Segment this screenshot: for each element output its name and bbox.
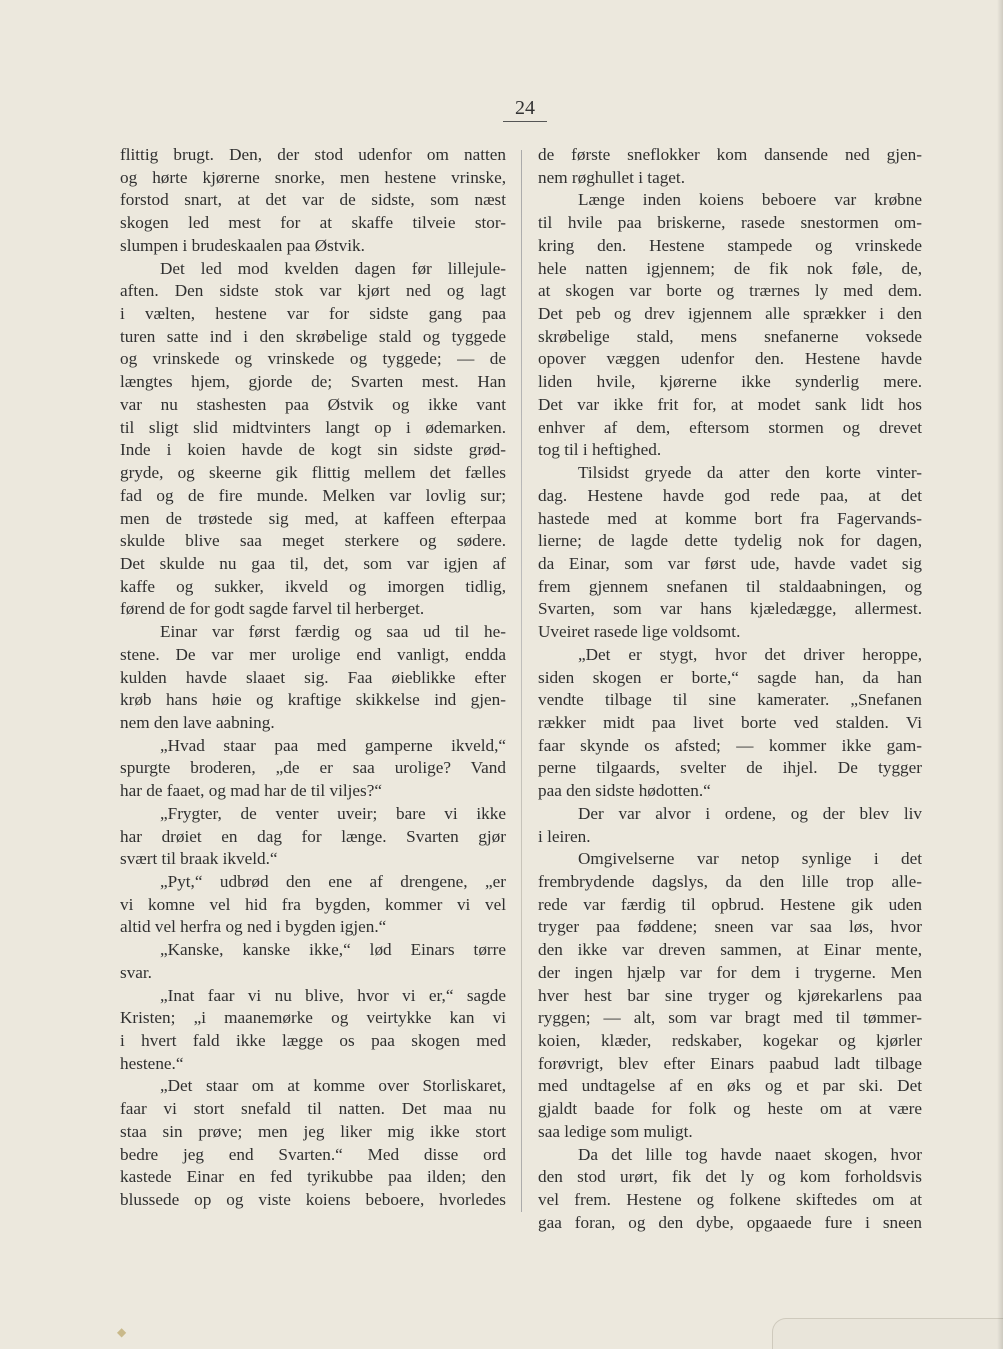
text-line: „Det er stygt, hvor det driver heroppe,	[578, 644, 922, 664]
text-line: svar.	[120, 962, 152, 982]
page-number: 24	[515, 97, 535, 119]
paragraph	[538, 189, 922, 462]
paragraph	[538, 848, 922, 1143]
left-text-column	[120, 144, 506, 1212]
text-line: har drøiet en dag for længe. Svarten gjør	[120, 826, 506, 846]
paragraph	[538, 462, 922, 644]
text-line: flittig brugt. Den, der stod udenfor om natten	[120, 145, 506, 164]
text-line: og hørte kjørerne snorke, men hestene vrinske,	[120, 167, 506, 187]
text-line: vel frem. Hestene og folkene skiftedes om at	[538, 1190, 922, 1210]
text-line: aften. Den sidste stok var kjørt ned og lagt	[120, 281, 506, 301]
text-line: forøvrigt, blev efter Einars paabud ladt tilbage	[538, 1053, 922, 1073]
page-corner-fold	[772, 1318, 1003, 1349]
text-line: „Kanske, kanske ikke,“ lød Einars tørre	[160, 940, 506, 960]
text-line: tryger paa føddene; sneen var saa løs, hvor	[538, 917, 922, 937]
text-line: der ingen hjælp var for dem i trygerne. Men	[538, 962, 922, 982]
text-line: den stod urørt, fik det ly og kom forholdsvis	[538, 1167, 922, 1187]
text-line: vi komne vel hid fra bygden, kommer vi vel	[120, 894, 506, 914]
text-line: svært til braak ikveld.“	[120, 849, 278, 869]
text-line: hele natten igjennem; de fik nok føle, de,	[538, 258, 922, 278]
text-line: saa ledige som muligt.	[538, 1121, 693, 1141]
text-line: stene. De var mer urolige end vanligt, endda	[120, 644, 506, 664]
text-line: men de trøstede sig med, at kaffeen efterpaa	[120, 508, 506, 528]
text-line: Længe inden koiens beboere var krøbne	[578, 190, 922, 210]
text-line: med undtagelse af en øks og et par ski. Det	[538, 1076, 922, 1096]
text-line: spurgte broderen, „de er saa urolige? Vand	[120, 758, 506, 778]
text-line: siden skogen er borte,“ sagde han, da han	[538, 667, 922, 687]
text-line: ryggen; — alt, som var bragt med til tømmer-	[538, 1008, 922, 1028]
text-line: Det led mod kvelden dagen før lillejule-	[160, 258, 506, 278]
text-line: kaffe og sukker, ikveld og imorgen tidlig,	[120, 576, 506, 596]
text-line: førend de for godt sagde farvel til herberget.	[120, 599, 425, 619]
text-line: at skogen var borte og trærnes ly med dem.	[538, 281, 922, 301]
text-line: Det var ikke frit for, at modet sank lidt hos	[538, 394, 922, 414]
text-line: nem røghullet i taget.	[538, 167, 686, 187]
text-line: var nu stashesten paa Østvik og ikke vant	[120, 394, 506, 414]
text-line: lierne; de lagde dette tydelig nok for dagen,	[538, 531, 922, 551]
text-line: rækker midt paa livet borte ved stalden. Vi	[538, 712, 922, 732]
text-line: hestene.“	[120, 1053, 184, 1073]
text-line: Tilsidst gryede da atter den korte vinter-	[578, 463, 922, 483]
text-line: „Det staar om at komme over Storliskaret,	[160, 1076, 506, 1096]
right-text-column	[538, 144, 922, 1235]
text-line: perne tilgaards, svelter de ihjel. De tygger	[538, 758, 922, 778]
text-line: Da det lille tog havde naaet skogen, hvor	[578, 1144, 922, 1164]
paragraph	[538, 144, 922, 189]
paragraph	[538, 644, 922, 803]
text-line: længtes hjem, gjorde de; Svarten mest. Han	[120, 372, 506, 392]
text-line: faar vi stort snefald til natten. Det maa nu	[120, 1099, 506, 1119]
paragraph	[120, 144, 506, 258]
text-line: forstod snart, at det var de sidste, som næst	[120, 190, 506, 210]
text-line: den ikke var dreven sammen, at Einar mente,	[538, 940, 922, 960]
text-line: bedre jeg end Svarten.“ Med disse ord	[120, 1144, 506, 1164]
paragraph	[120, 803, 506, 871]
text-line: gaa foran, og den dybe, opgaaede fure i sneen	[538, 1212, 922, 1232]
text-line: skrøbelige stald, mens snefanerne voksede	[538, 326, 922, 346]
column-divider	[521, 150, 522, 1212]
text-line: krøb hans høie og kraftige skikkelse ind gjen-	[120, 690, 506, 710]
paragraph	[120, 735, 506, 803]
text-line: altid vel herfra og ned i bygden igjen.“	[120, 917, 387, 937]
text-line: paa den sidste hødotten.“	[538, 781, 711, 801]
text-line: opover væggen udenfor den. Hestene havde	[538, 349, 922, 369]
text-line: Kristen; „i maanemørke og veirtykke kan vi	[120, 1008, 506, 1028]
text-line: og vrinskede og vrinskede og tyggede; — de	[120, 349, 506, 369]
paragraph	[538, 1144, 922, 1235]
paragraph	[120, 939, 506, 984]
text-line: hastede med at komme bort fra Fagervands-	[538, 508, 922, 528]
text-line: kastede Einar en fed tyrikubbe paa ilden; den	[120, 1167, 506, 1187]
text-line: „Hvad staar paa med gamperne ikveld,“	[160, 735, 506, 755]
text-line: i leiren.	[538, 826, 591, 846]
page-edge-shadow	[997, 0, 1003, 1349]
paragraph	[120, 1075, 506, 1211]
text-line: frembrydende dagslys, da den lille trop alle-	[538, 872, 922, 891]
text-line: blussede op og viste koiens beboere, hvorledes	[120, 1190, 506, 1210]
paragraph	[538, 803, 922, 848]
text-line: „Frygter, de venter uveir; bare vi ikke	[160, 803, 506, 823]
paragraph	[120, 621, 506, 735]
paragraph	[120, 985, 506, 1076]
text-line: da Einar, som var først ude, havde vadet sig	[538, 553, 922, 573]
text-line: turen satte ind i den skrøbelige stald og tyggede	[120, 326, 506, 346]
text-line: Uveiret rasede lige voldsomt.	[538, 622, 741, 642]
text-line: staa sin prøve; men jeg liker mig ikke stort	[120, 1121, 506, 1141]
text-line: gjaldt baade for folk og heste om at være	[538, 1099, 922, 1119]
text-line: skulde blive saa meget sterkere og sødere.	[120, 531, 506, 551]
text-line: koien, klæder, redskaber, kogekar og kjørler	[538, 1031, 922, 1051]
text-line: Det peb og drev igjennem alle sprækker i den	[538, 304, 922, 324]
text-line: Inde i koien havde de kogt sin sidste grød-	[120, 440, 506, 460]
text-line: kring den. Hestene stampede og vrinskede	[538, 235, 922, 255]
text-line: de første sneflokker kom dansende ned gjen-	[538, 145, 922, 164]
text-line: hver hest bar sine tryger og kjørekarlens paa	[538, 985, 922, 1005]
text-line: frem gjennem snefanen til staldaabningen, og	[538, 576, 922, 596]
text-line: Svarten, som var hans kjæledægge, allermest.	[538, 599, 922, 619]
text-line: faar skynde os afsted; — kommer ikke gam-	[538, 735, 922, 755]
text-line: vendte tilbage til sine kamerater. „Snefanen	[538, 690, 922, 710]
text-line: rede var færdig til opbrud. Hestene gik uden	[538, 894, 922, 914]
text-line: har de faaet, og mad har de til viljes?“	[120, 781, 382, 801]
text-line: enhver af dem, eftersom stormen og drevet	[538, 417, 922, 437]
text-line: Der var alvor i ordene, og der blev liv	[578, 803, 922, 823]
text-line: nem den lave aabning.	[120, 712, 275, 732]
text-line: tog til i heftighed.	[538, 440, 662, 460]
text-line: i hvert fald ikke lægge os paa skogen med	[120, 1031, 506, 1051]
text-line: skogen led mest for at skaffe tilveie stor-	[120, 213, 506, 233]
text-line: gryde, og skeerne gik flittig mellem det fælles	[120, 463, 506, 483]
text-line: i vælten, hestene var for sidste gang paa	[120, 304, 506, 324]
text-line: liden hvile, kjørerne ikke synderlig mere.	[538, 372, 922, 392]
paragraph	[120, 871, 506, 939]
paragraph	[120, 258, 506, 622]
text-line: Omgivelserne var netop synlige i det	[578, 849, 922, 869]
text-line: slumpen i brudeskaalen paa Østvik.	[120, 235, 365, 255]
page-number-rule	[503, 121, 547, 122]
text-line: „Inat faar vi nu blive, hvor vi er,“ sagde	[160, 985, 506, 1005]
text-line: dag. Hestene havde god rede paa, at det	[538, 485, 922, 505]
text-line: Einar var først færdig og saa ud til he-	[160, 622, 506, 642]
text-line: kulden havde slaaet sig. Faa øieblikke efter	[120, 667, 506, 687]
text-line: Det skulde nu gaa til, det, som var igjen af	[120, 553, 506, 573]
text-line: fad og de fire munde. Melken var lovlig sur;	[120, 485, 506, 505]
text-line: til hvile paa briskerne, rasede snestormen om-	[538, 213, 922, 233]
text-line: til sligt slid midtvinters langt op i ødemarken.	[120, 417, 506, 437]
text-line: „Pyt,“ udbrød den ene af drengene, „er	[160, 872, 506, 891]
paper-spot: ◆	[117, 1325, 127, 1339]
